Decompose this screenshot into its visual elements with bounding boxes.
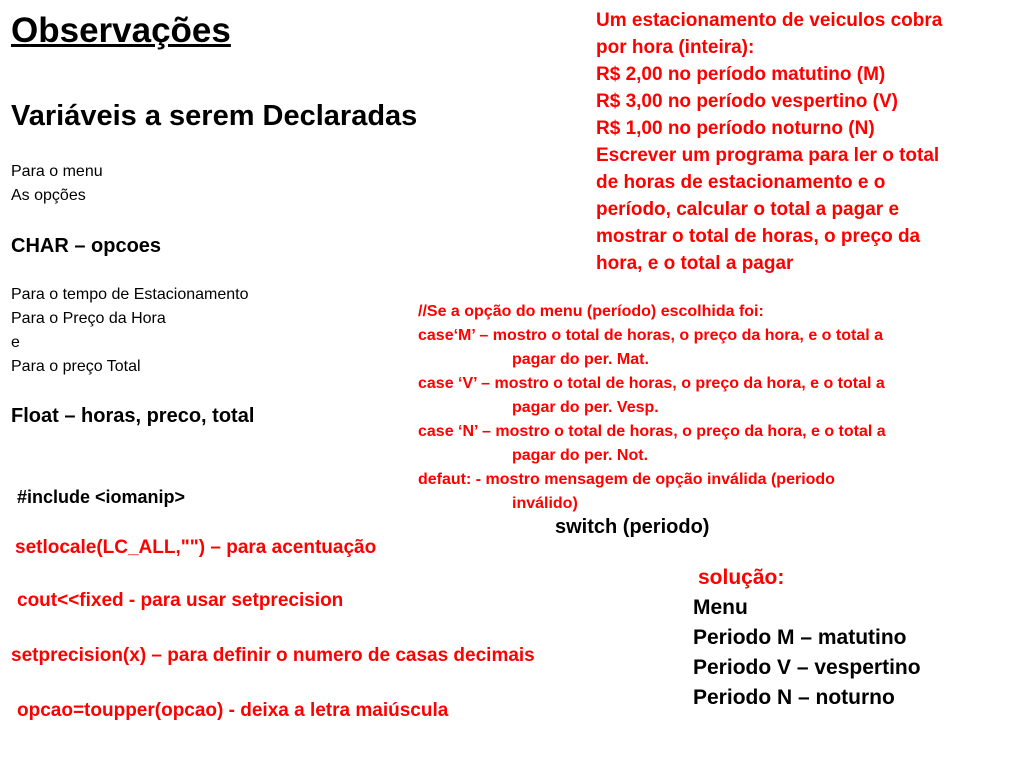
case-n: case ‘N’ – mostro o total de horas, o preço da hora, e o total a: [418, 423, 886, 440]
price-hour-line: Para o Preço da Hora: [11, 310, 166, 327]
solution-block: [693, 563, 921, 713]
cases-intro: //Se a opção do menu (período) escolhida foi:: [418, 303, 764, 320]
char-declaration: CHAR – opcoes: [11, 235, 162, 257]
problem-line: Um estacionamento de veiculos cobra: [596, 10, 943, 31]
case-v: case ‘V’ – mostro o total de horas, o preço da hora, e o total a: [418, 375, 885, 392]
tip-toupper: opcao=toupper(opcao) - deixa a letra maiúscula: [17, 700, 449, 721]
problem-line: período, calcular o total a pagar e: [596, 199, 900, 220]
float-variables-description: [11, 283, 248, 379]
problem-line: por hora (inteira):: [596, 37, 755, 58]
problem-statement: [596, 7, 1016, 277]
tip-fixed: cout<<fixed - para usar setprecision: [17, 590, 344, 611]
problem-line: R$ 1,00 no período noturno (N): [596, 118, 875, 139]
time-line: Para o tempo de Estacionamento: [11, 286, 249, 303]
solution-heading: solução:: [698, 566, 785, 589]
case-default-continuation: inválido): [512, 495, 578, 512]
problem-line: mostrar o total de horas, o preço da: [596, 226, 921, 247]
case-v-continuation: pagar do per. Vesp.: [512, 399, 659, 416]
tip-setlocale: setlocale(LC_ALL,"") – para acentuação: [15, 537, 377, 558]
tip-include: #include <iomanip>: [17, 487, 186, 507]
problem-line: hora, e o total a pagar: [596, 253, 794, 274]
case-n-continuation: pagar do per. Not.: [512, 447, 649, 464]
problem-line: R$ 3,00 no período vespertino (V): [596, 91, 898, 112]
problem-line: de horas de estacionamento e o: [596, 172, 886, 193]
problem-line: Escrever um programa para ler o total: [596, 145, 940, 166]
solution-item: Menu: [693, 596, 748, 619]
switch-cases: [418, 300, 1018, 516]
case-m-continuation: pagar do per. Mat.: [512, 351, 649, 368]
menu-line: Para o menu: [11, 163, 103, 180]
variables-heading: Variáveis a serem Declaradas: [11, 100, 418, 132]
menu-variables-description: [11, 160, 103, 208]
options-line: As opções: [11, 187, 86, 204]
conjunction-line: e: [11, 334, 20, 351]
solution-item: Periodo V – vespertino: [693, 656, 921, 679]
float-declaration: Float – horas, preco, total: [11, 405, 255, 427]
switch-label: switch (periodo): [555, 516, 710, 538]
solution-item: Periodo N – noturno: [693, 686, 895, 709]
problem-line: R$ 2,00 no período matutino (M): [596, 64, 886, 85]
tip-setprecision: setprecision(x) – para definir o numero de casas decimais: [11, 645, 535, 666]
solution-item: Periodo M – matutino: [693, 626, 907, 649]
total-price-line: Para o preço Total: [11, 358, 141, 375]
case-m: case‘M’ – mostro o total de horas, o preço da hora, e o total a: [418, 327, 883, 344]
page-title: Observações: [11, 11, 231, 50]
case-default: defaut: - mostro mensagem de opção inválida (periodo: [418, 471, 835, 488]
